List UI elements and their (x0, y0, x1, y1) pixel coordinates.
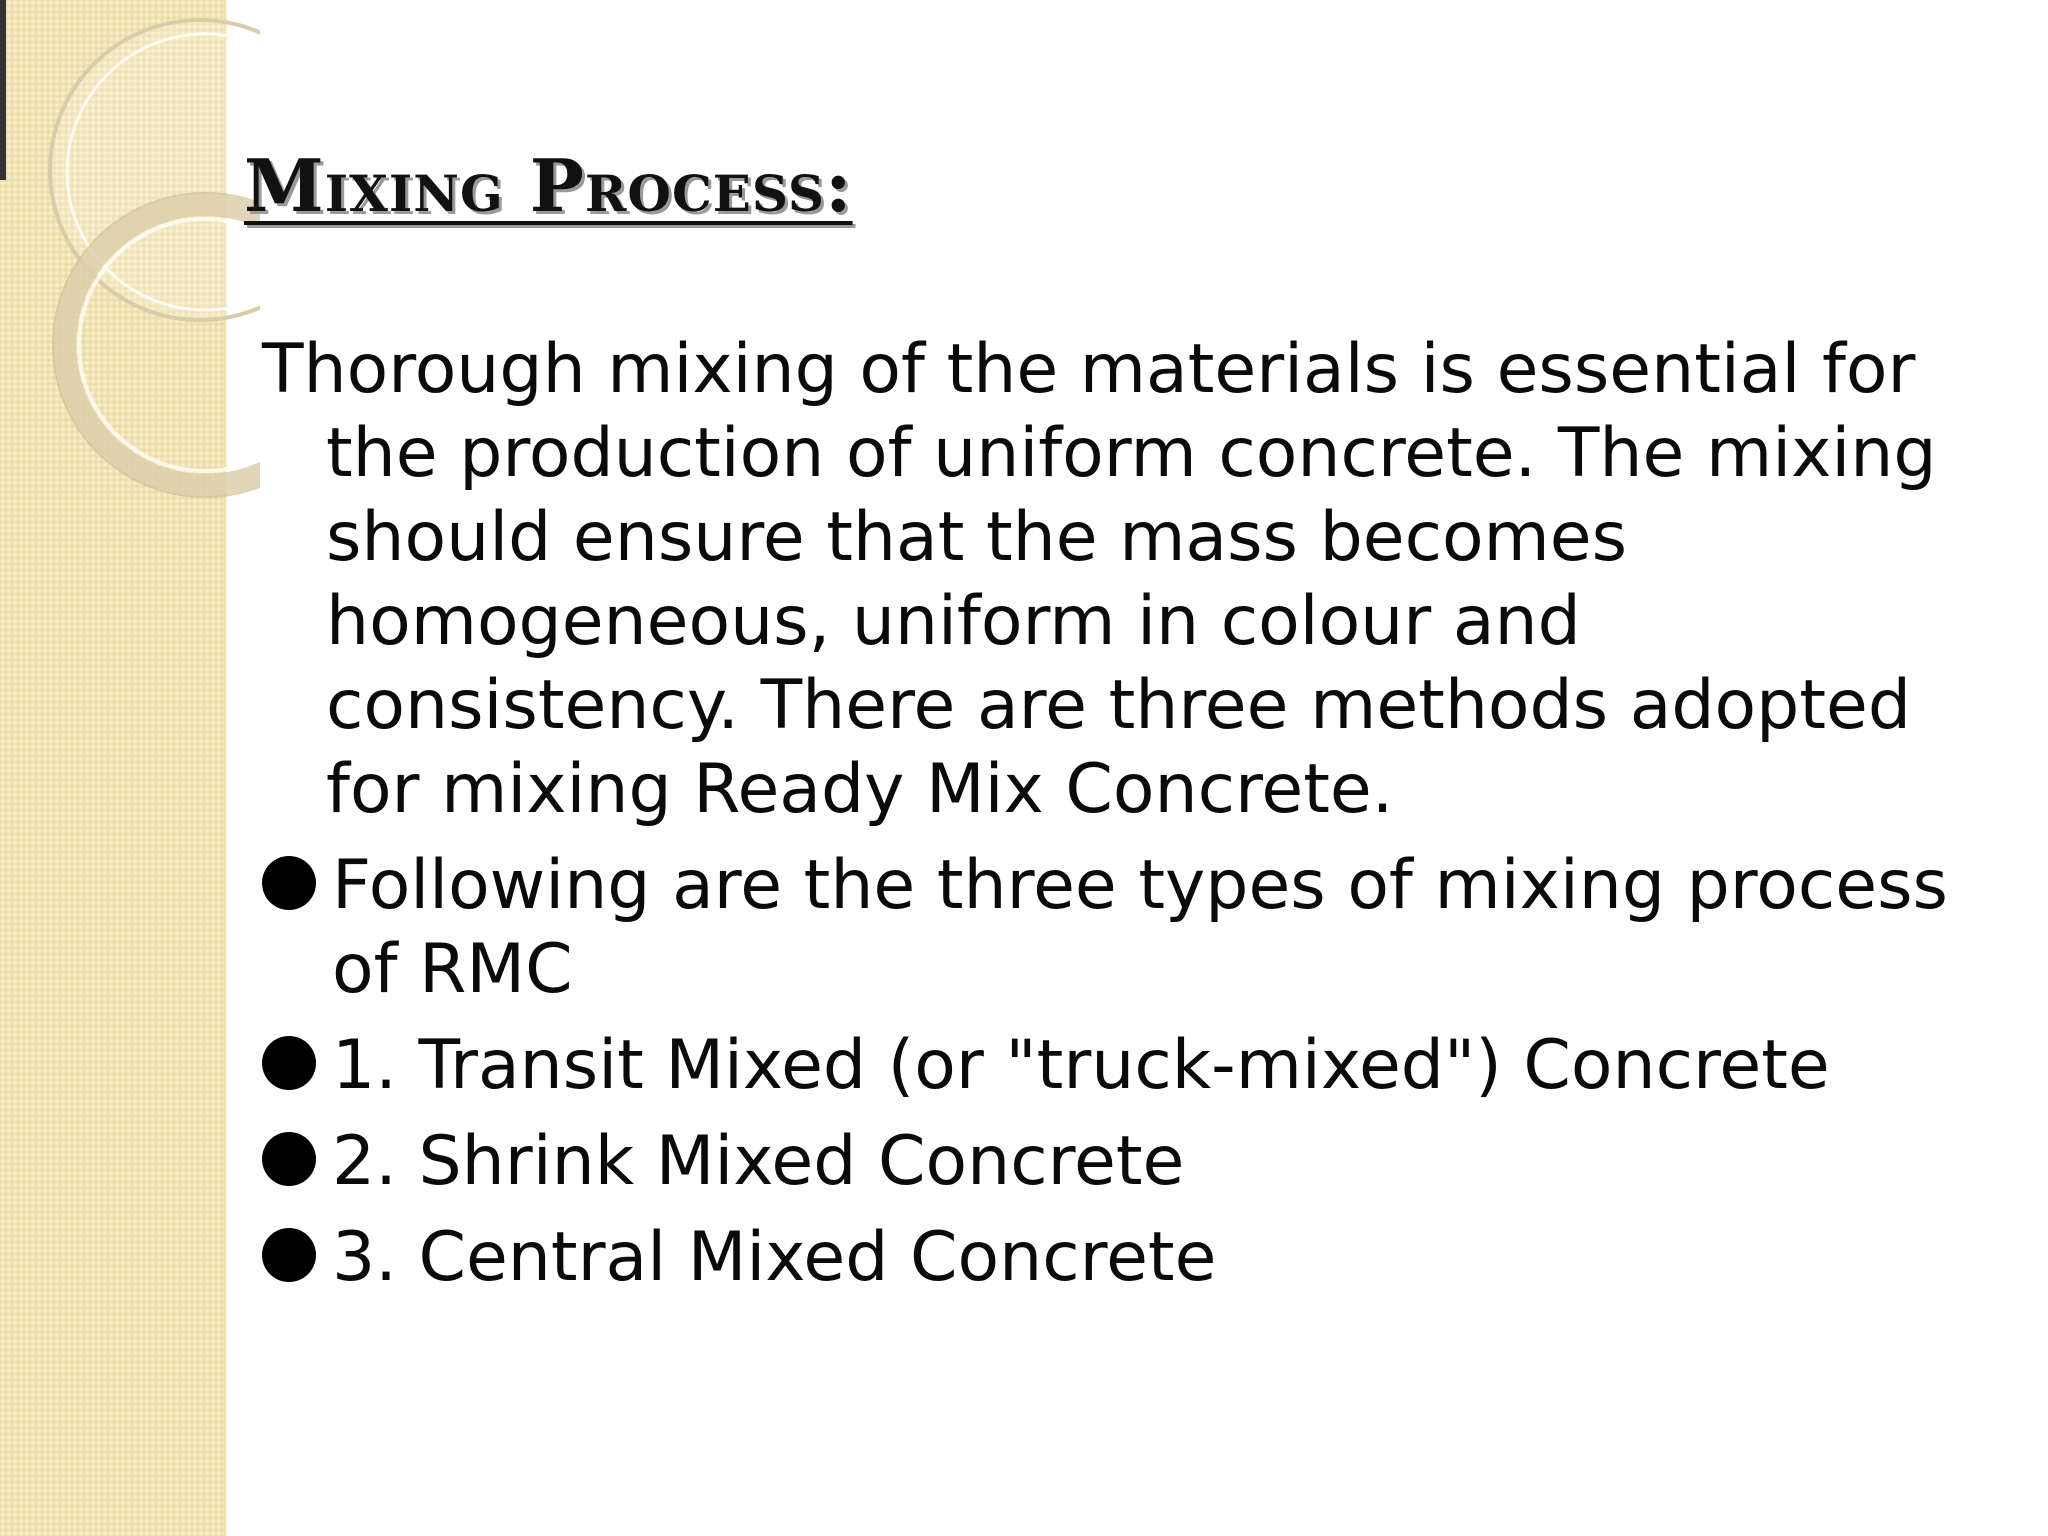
slide-body (262, 328, 1982, 1300)
bullet-icon (262, 856, 316, 910)
list-item-text: 1. Transit Mixed (or "truck-mixed") Concrete (332, 1026, 1830, 1105)
list-item (262, 1216, 1982, 1300)
bullet-icon (262, 1228, 316, 1282)
list-item-text: Following are the three types of mixing process of RMC (332, 846, 1948, 1009)
list-item (262, 1024, 1982, 1108)
bullet-icon (262, 1036, 316, 1090)
intro-paragraph: Thorough mixing of the materials is essential for the production of uniform concrete. The mixing should ensure that the mass becomes homogeneous, uniform in colour and consistency. There are three methods adopted for mixing Ready Mix Concrete. (262, 330, 1937, 829)
decorative-rings-icon (0, 0, 260, 520)
list-item (262, 844, 1982, 1012)
slide-title: Mixing Process: (244, 143, 853, 228)
list-item-text: 3. Central Mixed Concrete (332, 1218, 1217, 1297)
list-item (262, 1120, 1982, 1204)
bullet-list (262, 844, 1982, 1300)
list-item-text: 2. Shrink Mixed Concrete (332, 1122, 1185, 1201)
bullet-icon (262, 1132, 316, 1186)
